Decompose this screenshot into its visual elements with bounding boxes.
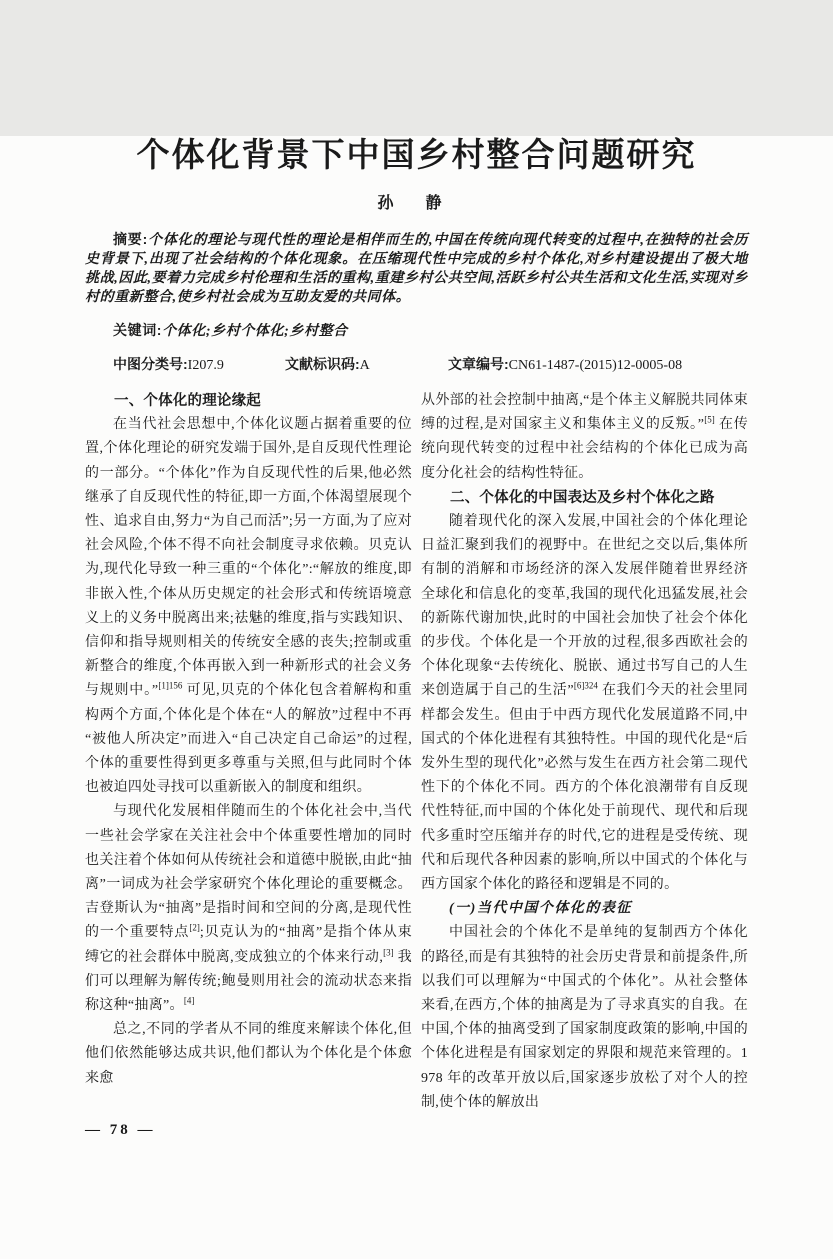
- left-column: [85, 389, 412, 1115]
- body-paragraph: 随着现代化的深入发展,中国社会的个体化理论日益汇聚到我们的视野中。在世纪之交以后,集体所有制的消解和市场经济的深入发展伴随着世界经济全球化和信息化的变革,我国的现代化迅猛发展,社会的新陈代谢加快,此时的中国社会加快了社会个体化的步伐。个体化是一个开放的过程,很多西欧社会的个体化现象“去传统化、脱嵌、通过书写自己的人生来创造属于自己的生活”$^{[6]324}$ 在我们今天的社会里同样都会发生。但由于中西方现代化发展道路不同,中国式的个体化进程有其独特性。中国的现代化是“后发外生型的现代化”必然与发生在西方社会第二现代性下的个体化不同。西方的个体化浪潮带有自反现代性特征,而中国的个体化处于前现代、现代和后现代多重时空压缩并存的时代,它的进程是受传统、现代和后现代各种因素的影响,所以中国式的个体化与西方国家个体化的路径和逻辑是不同的。: [421, 514, 748, 893]
- body-paragraph: 总之,不同的学者从不同的维度来解读个体化,但他们依然能够达成共识,他们都认为个体化是个体愈来愈: [85, 1022, 412, 1086]
- clc-pair: [113, 355, 285, 375]
- clc-value: I207.9: [187, 358, 224, 373]
- abstract-text: 个体化的理论与现代性的理论是相伴而生的,中国在传统向现代转变的过程中,在独特的社会历史背景下,出现了社会结构的个体化现象。在压缩现代性中完成的乡村个体化,对乡村建设提出了极大地挑战,因此,要着力完成乡村伦理和生活的重构,重建乡村公共空间,活跃乡村公共生活和文化生活,实现对乡村的重新整合,使乡村社会成为互助友爱的共同体。: [85, 233, 748, 305]
- front-matter: [85, 230, 748, 375]
- keywords-text: 个体化;乡村个体化;乡村整合: [162, 324, 348, 339]
- article-no-pair: [448, 355, 682, 375]
- page-number: — 78 —: [85, 1122, 156, 1139]
- body-paragraph: 与现代化发展相伴随而生的个体化社会中,当代一些社会学家在关注社会中个体重要性增加的同时也关注着个体如何从传统社会和道德中脱嵌,由此“抽离”一词成为社会学家研究个体化理论的重要概念。吉登斯认为“抽离”是指时间和空间的分离,是现代性的一个重要特点[2];贝克认为的“抽离”是指个体从束缚它的社会群体中脱离,变成独立的个体来行动,[3] 我们可以理解为解传统;鲍曼则用社会的流动状态来指称这种“抽离”。[4]: [85, 804, 412, 1014]
- doc-code-label: 文献标识码:: [285, 356, 360, 372]
- body-paragraph-continuation: 从外部的社会控制中抽离,“是个体主义解脱共同体束缚的过程,是对国家主义和集体主义的反叛。”[5] 在传统向现代转变的过程中社会结构的个体化已成为高度分化社会的结构性特征。: [421, 393, 748, 481]
- body-paragraph: 中国社会的个体化不是单纯的复制西方个体化的路径,而是有其独特的社会历史背景和前提条件,所以我们可以理解为“中国式的个体化”。从社会整体来看,在西方,个体的抽离是为了寻求真实的自我。在中国,个体的抽离受到了国家制度政策的影响,中国的个体化进程是有国家划定的界限和规范来管理的。1978 年的改革开放以后,国家逐步放松了对个人的控制,使个体的解放出: [421, 925, 748, 1110]
- keywords-label: 关键词:: [113, 322, 163, 338]
- subsection-heading: (一)当代中国个体化的表征: [449, 901, 632, 917]
- section-heading: 二、个体化的中国表达及乡村个体化之路: [450, 489, 715, 506]
- section-heading: 一、个体化的理论缘起: [114, 393, 261, 409]
- keywords-line: [85, 321, 748, 341]
- paper-title: 个体化背景下中国乡村整合问题研究: [136, 138, 697, 174]
- body-paragraph: 在当代社会思想中,个体化议题占据着重要的位置,个体化理论的研究发端于国外,是自反现代性理论的一部分。“个体化”作为自反现代性的后果,他必然继承了自反现代性的特征,即一方面,个体渴望展现个性、追求自由,努力“为自己而活”;另一方面,为了应对社会风险,个体不得不向社会制度寻求依赖。贝克认为,现代化导致一种三重的“个体化”:“解放的维度,即非嵌入性,个体从历史规定的社会形式和传统语境意义上的义务中脱离出来;祛魅的维度,指与实践知识、信仰和指导规则相关的传统安全感的丧失;控制或重新整合的维度,个体再嵌入到一种新形式的社会义务与规则中。”$^{[1]156}$ 可见,贝克的个体化包含着解构和重构两个方面,个体化是个体在“人的解放”过程中不再“被他人所决定”而进入“自己决定自己命运”的过程,个体的重要性得到更多尊重与关照,但与此同时个体也被迫四处寻找可以重新嵌入的制度和组织。: [85, 417, 412, 796]
- citation-superscript: [6]324: [573, 680, 598, 691]
- citation-superscript: [4]: [183, 995, 195, 1006]
- publication-info: [85, 355, 748, 375]
- citation-superscript: [3]: [383, 947, 394, 958]
- right-column: [421, 389, 748, 1115]
- citation-superscript: [2]: [189, 922, 200, 933]
- article-no-value: CN61-1487-(2015)12-0005-08: [508, 358, 683, 373]
- paper-page: [0, 136, 833, 1259]
- author-name: 孙 静: [377, 195, 456, 212]
- two-column-body: [85, 389, 748, 1115]
- abstract: [85, 230, 748, 307]
- clc-label: 中图分类号:: [113, 356, 188, 372]
- doc-code-pair: [285, 355, 448, 375]
- article-no-label: 文章编号:: [448, 356, 509, 372]
- citation-superscript: [1]156: [158, 680, 183, 691]
- doc-code-value: A: [359, 358, 370, 373]
- citation-superscript: [5]: [704, 414, 715, 425]
- abstract-label: 摘要:: [113, 231, 148, 247]
